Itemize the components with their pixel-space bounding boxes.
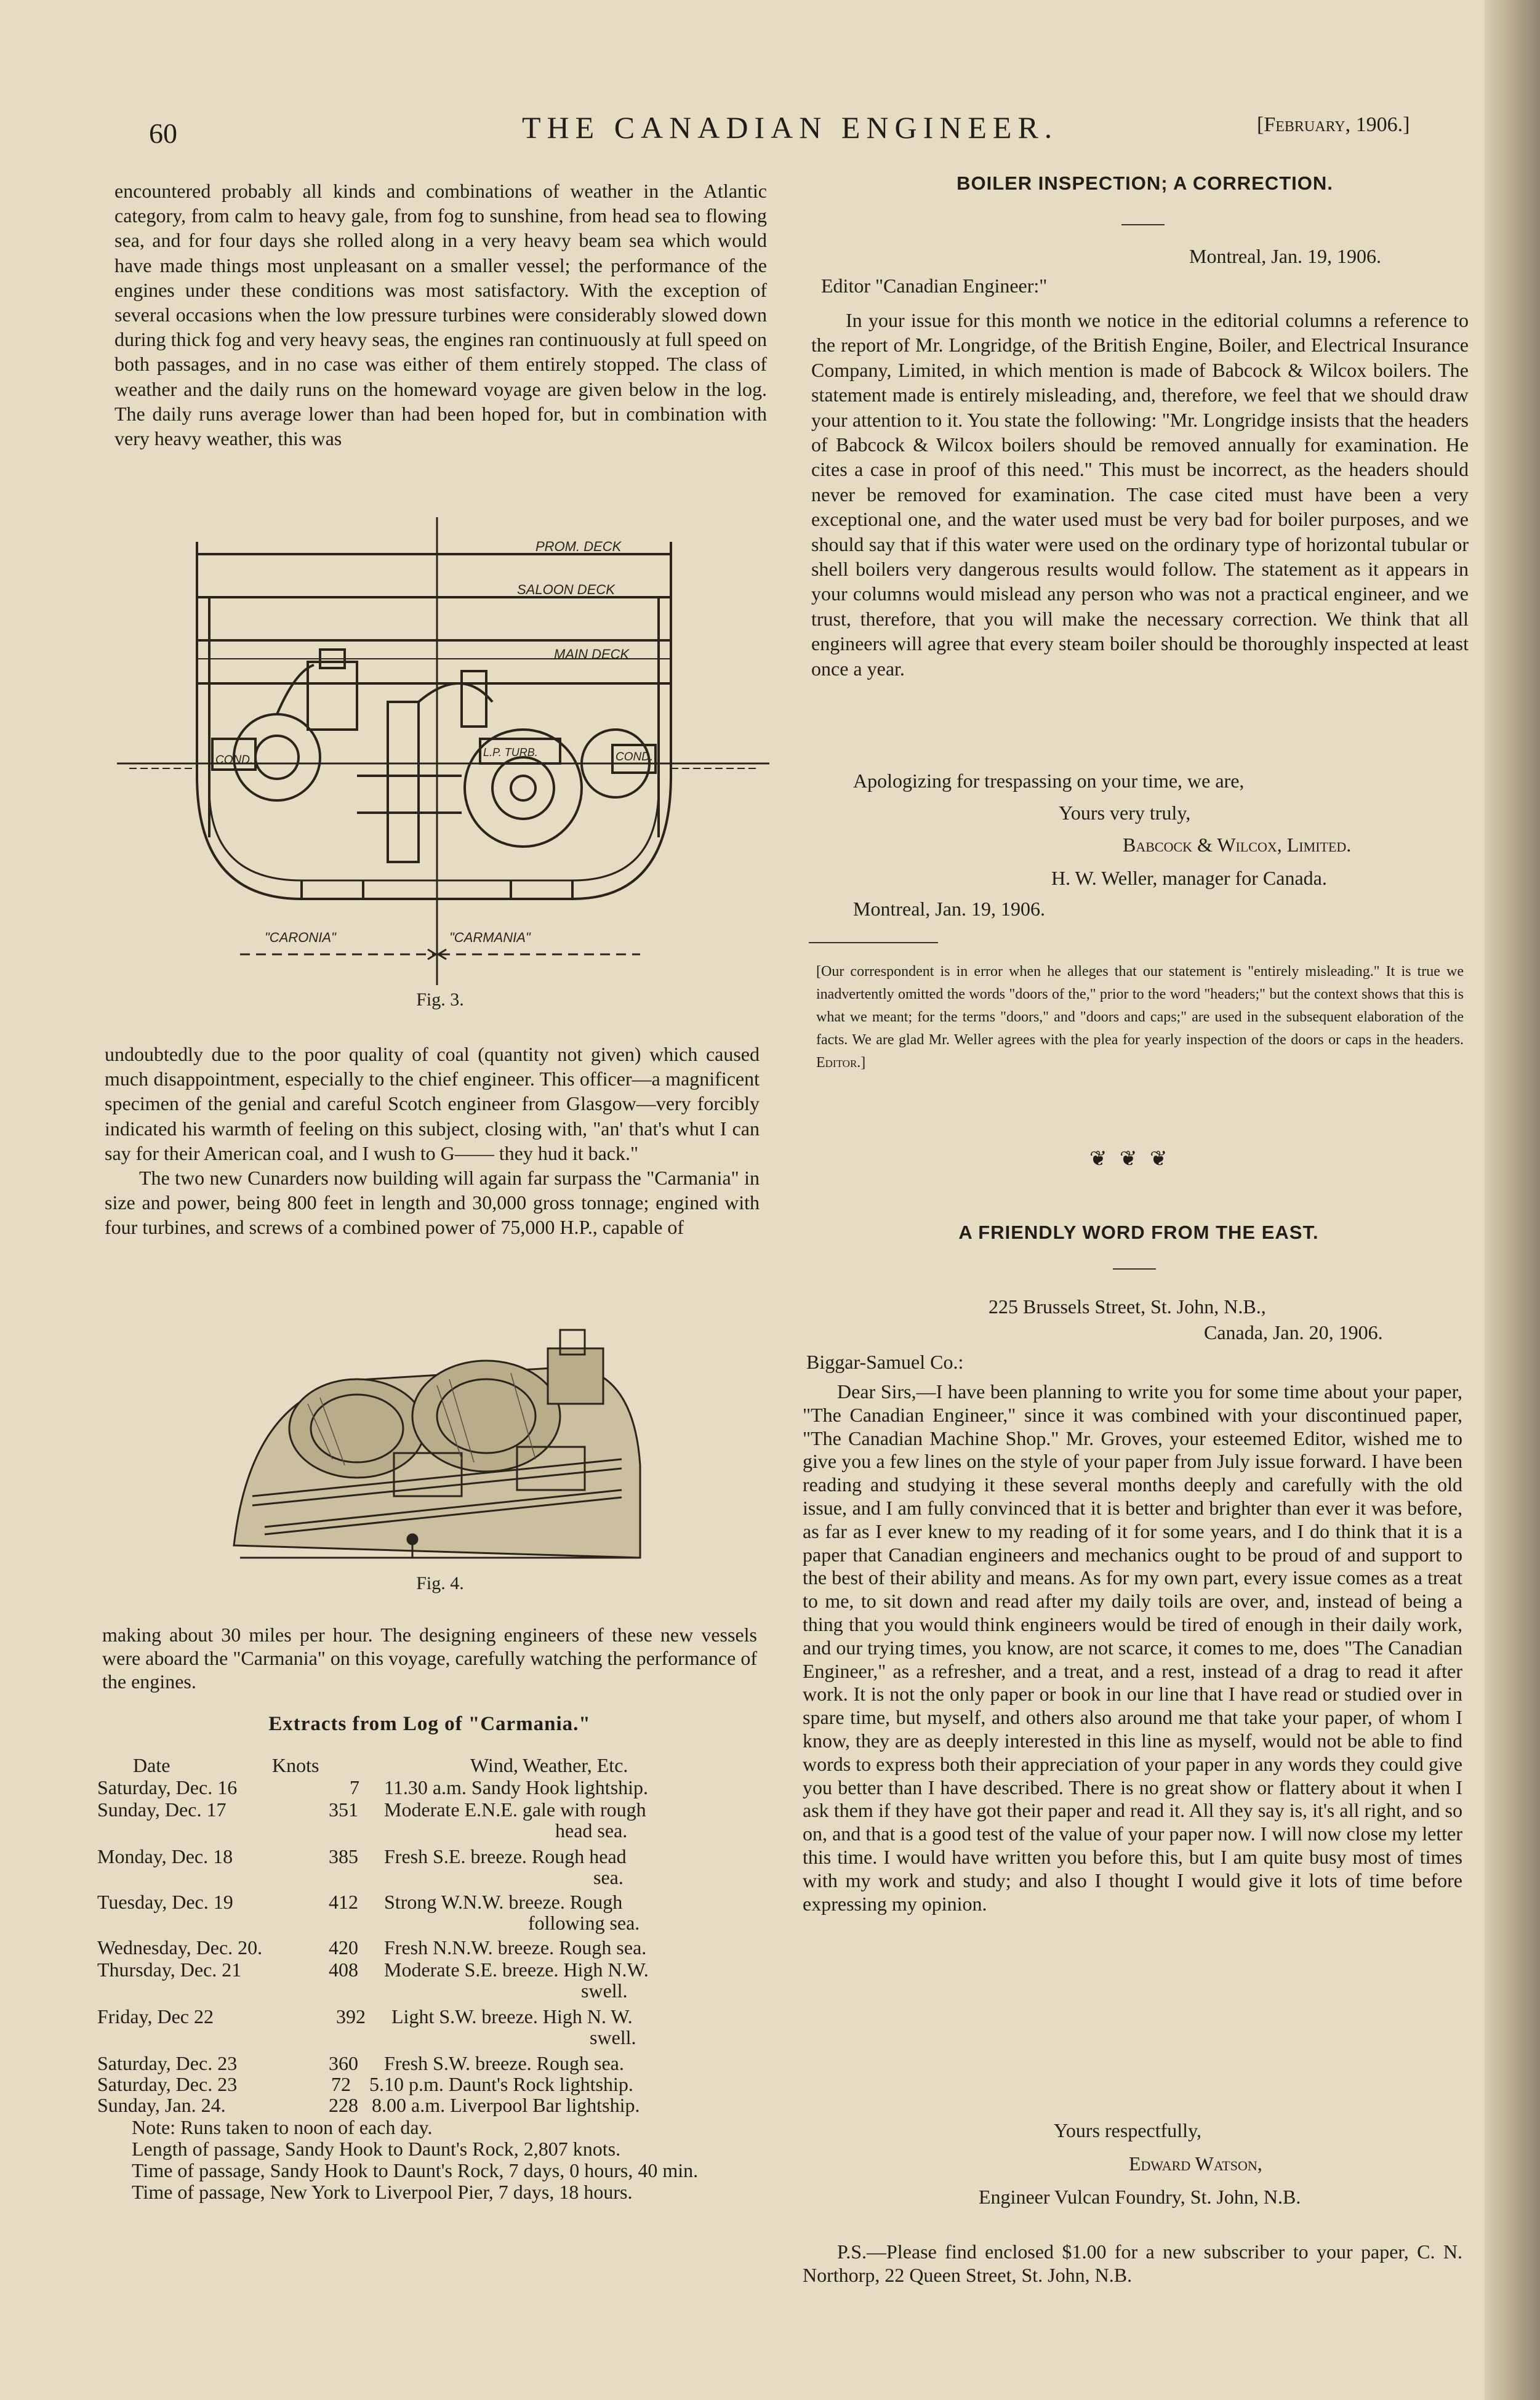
log-date: Saturday, Dec. 16 <box>97 1776 238 1798</box>
log-date: Tuesday, Dec. 19 <box>97 1891 233 1913</box>
log-knots: 420 <box>329 1936 358 1959</box>
log-notes <box>97 2117 757 2203</box>
boiler-title-rule <box>1121 224 1165 225</box>
log-header-date: Date <box>133 1754 170 1776</box>
boiler-body-text: In your issue for this month we notice in the editorial columns a reference to the report of Mr. Longridge, of the British Engine, Boiler, and Electrical Insurance Company, Limited, in which mention is made of Babcock & Wilcox boilers. The statement made is entirely misleading, and, therefore, we feel that we should draw your attention to it. You state the following: "Mr. Longridge insists that the headers of Babcock & Wilcox boilers should be removed annually for examination. He cites a case in proof of this need." This must be incorrect, as the headers should never be removed for examination. The case cited must have been a very exceptional one, and the water used must be very bad for boiler purposes, and we should say that if this water were used on the ordinary type of horizontal tubular or shell boilers very dangerous results would follow. The statement as it appears in your columns would mislead any person who was not a practical engineer, and we trust, therefore, that you will make the necessary correction. We think that all engineers will agree that every steam boiler should be thoroughly inspected at least once a year. <box>811 309 1469 680</box>
log-weather: Moderate E.N.E. gale with rough <box>384 1798 646 1821</box>
log-date: Saturday, Dec. 23 <box>97 2052 238 2074</box>
label-prom-deck: PROM. DECK <box>535 539 622 554</box>
friendly-name: Edward Watson, <box>1129 2152 1262 2175</box>
log-weather-cont: swell. <box>581 1979 628 2002</box>
log-date: Thursday, Dec. 21 <box>97 1959 242 1981</box>
log-weather: 11.30 a.m. Sandy Hook lightship. <box>384 1776 649 1798</box>
boiler-apology: Apologizing for trespassing on your time, we are, <box>853 770 1245 792</box>
editor-note-text: [Our correspondent is in error when he alleges that our statement is "entirely misleading." It is true we inadvertently omitted the words "doors of the," prior to the word "headers;" but the context shows that this is what we meant; for the terms "doors," and "doors and caps;" are used in the subsequent elaboration of the facts. We are glad Mr. Weller agrees with the plea for yearly inspection of the doors or caps in the headers. <box>816 964 1464 1048</box>
log-date: Saturday, Dec. 23 <box>97 2073 238 2095</box>
log-header-knots: Knots <box>272 1754 319 1776</box>
friendly-body-text: Dear Sirs,—I have been planning to write you for some time about your paper, "The Canadian Engineer," since it was combined with your discontinued paper, "The Canadian Machine Shop." Mr. Groves, your esteemed Editor, wished me to give you a few lines on the style of your paper from July issue forward. I have been reading and studying it these several months deeply and carefully with the old issue, and I am fully convinced that it is better and brighter than ever it was before, as far as I ever knew to my reading of it for some years, and I do think that it is a paper that Canadian engineers and mechanics ought to be proud of and support to the best of their ability and means. As for my own part, every issue comes as a treat to me, to sit down and read after my daily toils are over, and, instead of being a thing that you would think engineers would be tired of enough in their daily work, and our trying times, you know, are not scarce, it comes to me, does "The Canadian Engineer," as a refresher, and a treat, and a rest, instead of a drag to read it after work. It is not the only paper or book in our line that I have read or studied over in spare time, but myself, and others also around me that take your paper, of whom I know, they are as deeply interested in this line as myself, would not be able to find words to express both their appreciation of your paper in any words they could give you better than I have described. There is no great show or flattery about it when I ask them if they have got their paper and read it. All they say is, it's all right, and so on, and that is a good test of the value of your paper now. I will now close my letter this time. I would have written you before this, but I am quite busy most of times with my work and study; and also I thought I would give it lots of time before expressing my opinion. <box>803 1380 1462 1915</box>
friendly-ps-text: P.S.—Please find enclosed $1.00 for a new subscriber to your paper, C. N. Northorp, 22 Queen Street, St. John, N.B. <box>803 2241 1462 2286</box>
label-main-deck: MAIN DECK <box>554 646 630 662</box>
label-saloon-deck: SALOON DECK <box>517 582 615 597</box>
friendly-address-1: 225 Brussels Street, St. John, N.B., <box>989 1295 1266 1318</box>
log-weather: Fresh S.E. breeze. Rough head <box>384 1845 627 1867</box>
log-weather-cont: swell. <box>590 2026 636 2048</box>
friendly-title: A FRIENDLY WORD FROM THE EAST. <box>958 1222 1319 1243</box>
log-weather: Strong W.N.W. breeze. Rough <box>384 1891 623 1913</box>
journal-title: THE CANADIAN ENGINEER. <box>522 110 1059 145</box>
intro-text: encountered probably all kinds and combinations of weather in the Atlantic category, from calm to heavy gale, from fog to sunshine, from head sea to flowing sea, and for four days she rolled along in a very heavy beam sea which would have made things most unpleasant on a smaller vessel; the performance of the engines under these conditions was most satisfactory. With the exception of several occasions when the low pressure turbines were considerably slowed down during thick fog and very heavy seas, the engines ran continuously at full speed on both passages, and in no case was either of them entirely stopped. The class of weather and the daily runs on the homeward voyage are given below in the log. The daily runs average lower than had been hoped for, but in combination with very heavy weather, this was <box>114 180 767 450</box>
editor-note <box>816 960 1464 1074</box>
log-knots: 7 <box>350 1776 359 1798</box>
log-weather: 8.00 a.m. Liverpool Bar lightship. <box>372 2094 640 2116</box>
boiler-dateline: Montreal, Jan. 19, 1906. <box>1189 245 1381 267</box>
log-knots: 360 <box>329 2052 358 2074</box>
log-weather: 5.10 p.m. Daunt's Rock lightship. <box>369 2073 633 2095</box>
friendly-title-rule <box>1113 1268 1156 1270</box>
fig4-caption: Fig. 4. <box>416 1573 464 1593</box>
log-weather: Fresh N.N.W. breeze. Rough sea. <box>384 1936 647 1959</box>
friendly-ps <box>803 2240 1462 2287</box>
label-cond-left: COND. <box>215 754 254 767</box>
left-speed-paragraph <box>102 1623 757 1693</box>
friendly-address-2: Canada, Jan. 20, 1906. <box>1204 1321 1383 1343</box>
log-knots: 72 <box>331 2073 351 2095</box>
boiler-signer: H. W. Weller, manager for Canada. <box>1051 867 1327 889</box>
boiler-company: Babcock & Wilcox, Limited. <box>1123 834 1352 856</box>
log-table <box>97 1755 762 2149</box>
editor-note-signature: Editor.] <box>816 1055 866 1071</box>
page-edge-shadow <box>1485 0 1540 2400</box>
log-time-1: Time of passage, Sandy Hook to Daunt's Rock, 7 days, 0 hours, 40 min. <box>132 2159 699 2181</box>
boiler-salutation: Editor "Canadian Engineer:" <box>821 275 1048 297</box>
log-knots: 385 <box>329 1845 358 1867</box>
editor-note-rule <box>809 942 938 943</box>
boiler-body <box>811 308 1469 681</box>
boiler-place-date: Montreal, Jan. 19, 1906. <box>853 898 1045 920</box>
log-weather-cont: head sea. <box>555 1819 628 1842</box>
log-weather: Fresh S.W. breeze. Rough sea. <box>384 2052 624 2074</box>
log-weather-cont: following sea. <box>528 1912 640 1934</box>
log-knots: 351 <box>329 1798 358 1821</box>
log-length: Length of passage, Sandy Hook to Daunt's Rock, 2,807 knots. <box>132 2138 621 2160</box>
section-ornament: ❦ ❦ ❦ <box>1089 1148 1171 1170</box>
friendly-recipient: Biggar-Samuel Co.: <box>806 1351 964 1373</box>
label-caronia: "CARONIA" <box>265 930 336 945</box>
left-intro-paragraph <box>114 179 767 451</box>
friendly-title-line: Engineer Vulcan Foundry, St. John, N.B. <box>979 2186 1301 2208</box>
boiler-title: BOILER INSPECTION; A CORRECTION. <box>956 172 1333 194</box>
log-header-weather: Wind, Weather, Etc. <box>470 1754 628 1776</box>
log-weather-cont: sea. <box>593 1866 624 1888</box>
left-coal-paragraph <box>105 1042 760 1240</box>
cunarders-text: The two new Cunarders now building will again far surpass the "Carmania" in size and power, being 800 feet in length and 30,000 gross tonnage; engined with four turbines, and screws of a combined power of 75,000 H.P., capable of <box>105 1167 760 1239</box>
fig4-turbine-engraving <box>228 1311 646 1576</box>
log-date: Friday, Dec 22 <box>97 2005 214 2028</box>
label-lp-turb: L.P. TURB. <box>483 746 538 759</box>
log-date: Sunday, Jan. 24. <box>97 2094 226 2116</box>
log-title: Extracts from Log of "Carmania." <box>268 1713 591 1735</box>
label-carmania: "CARMANIA" <box>449 930 531 945</box>
log-knots: 412 <box>329 1891 358 1913</box>
log-weather: Moderate S.E. breeze. High N.W. <box>384 1959 649 1981</box>
log-note: Note: Runs taken to noon of each day. <box>132 2116 433 2138</box>
fig3-midship-section <box>117 517 769 985</box>
boiler-closing: Yours very truly, <box>1059 802 1191 824</box>
fig3-caption: Fig. 3. <box>416 989 464 1010</box>
coal-text: undoubtedly due to the poor quality of coal (quantity not given) which caused much disappointment, especially to the chief engineer. This officer—a magnificent specimen of the genial and careful Scotch engineer from Glasgow—very forcibly indicated his warmth of feeling on this subject, closing with, "an' that's whut I can say for their American coal, and I wush to G—— they hud it back." <box>105 1043 760 1164</box>
issue-date: [February, 1906.] <box>1257 113 1410 136</box>
log-knots: 408 <box>329 1959 358 1981</box>
log-knots: 228 <box>329 2094 358 2116</box>
friendly-body <box>803 1380 1462 1915</box>
page-number: 60 <box>149 118 177 149</box>
label-cond-right: COND. <box>616 751 654 763</box>
log-date: Wednesday, Dec. 20. <box>97 1936 263 1959</box>
log-date: Sunday, Dec. 17 <box>97 1798 227 1821</box>
log-weather: Light S.W. breeze. High N. W. <box>391 2005 633 2028</box>
speed-text: making about 30 miles per hour. The designing engineers of these new vessels were aboard the "Carmania" on this voyage, carefully watching the performance of the engines. <box>102 1624 757 1693</box>
log-time-2: Time of passage, New York to Liverpool Pier, 7 days, 18 hours. <box>132 2181 633 2203</box>
log-knots: 392 <box>336 2005 366 2028</box>
log-date: Monday, Dec. 18 <box>97 1845 233 1867</box>
friendly-closing: Yours respectfully, <box>1054 2119 1201 2141</box>
